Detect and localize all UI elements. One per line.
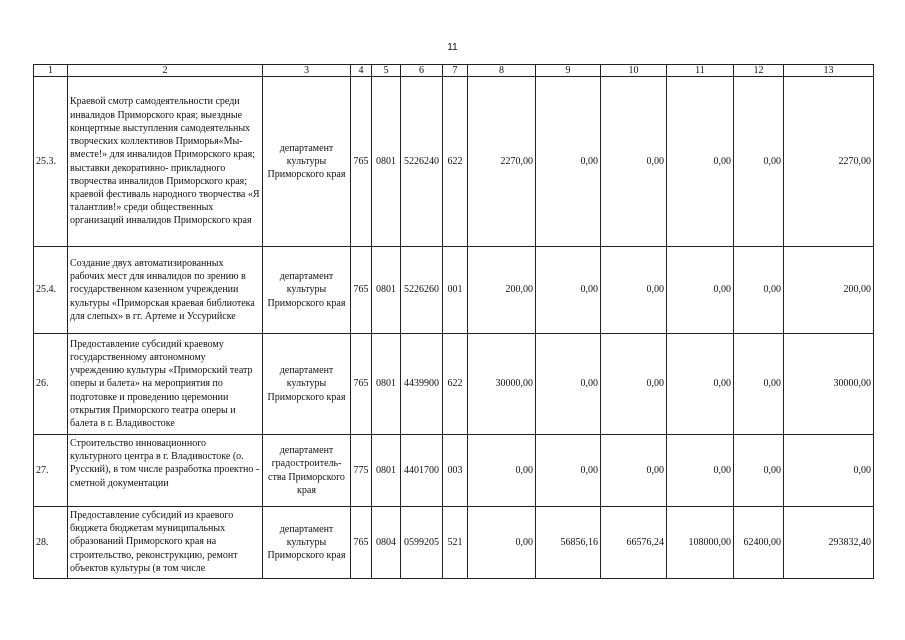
- table-row: [34, 507, 874, 579]
- header-cell: 8: [468, 65, 536, 77]
- cell-col5: 0801: [372, 334, 401, 435]
- row-description: Предоставление субсидий краевому государственному автономному учреждению культуры «Приморский театр оперы и балета» на мероприятия по подготовке и проведению церемонии открытия Приморского театра оперы и балета в г. Владивостоке: [68, 334, 263, 435]
- header-cell: 4: [351, 65, 372, 77]
- cell-col4: 765: [351, 77, 372, 247]
- cell-col7: 001: [443, 247, 468, 334]
- cell-col6: 4439900: [401, 334, 443, 435]
- header-cell: 11: [667, 65, 734, 77]
- header-cell: 2: [68, 65, 263, 77]
- cell-col8: 200,00: [468, 247, 536, 334]
- cell-col5: 0801: [372, 435, 401, 507]
- header-cell: 6: [401, 65, 443, 77]
- cell-col12: 0,00: [734, 435, 784, 507]
- row-number: 26.: [34, 334, 68, 435]
- cell-col13: 293832,40: [784, 507, 874, 579]
- cell-col10: 0,00: [601, 334, 667, 435]
- header-cell: 10: [601, 65, 667, 77]
- row-number: 27.: [34, 435, 68, 507]
- cell-col10: 0,00: [601, 77, 667, 247]
- cell-col5: 0804: [372, 507, 401, 579]
- cell-col12: 0,00: [734, 334, 784, 435]
- cell-col4: 765: [351, 334, 372, 435]
- header-cell: 9: [536, 65, 601, 77]
- row-description: Краевой смотр самодеятельности среди инвалидов Приморского края; выездные концертные выступления самодеятельных творческих коллективов Приморья«Мы- вместе!» для инвалидов Приморского края; выставки декоративно- прикладного творчества инвалидов Приморского края; краевой фестиваль народного творчества «Я талантлив!» среди общественных организаций инвалидов Приморского края: [68, 77, 263, 247]
- budget-table: [33, 64, 874, 579]
- header-cell: 7: [443, 65, 468, 77]
- row-number: 25.4.: [34, 247, 68, 334]
- cell-col11: 0,00: [667, 334, 734, 435]
- cell-col8: 2270,00: [468, 77, 536, 247]
- cell-col9: 56856,16: [536, 507, 601, 579]
- cell-col10: 0,00: [601, 247, 667, 334]
- header-row: [34, 65, 874, 77]
- cell-col7: 622: [443, 334, 468, 435]
- cell-col13: 2270,00: [784, 77, 874, 247]
- cell-col6: 5226240: [401, 77, 443, 247]
- cell-col13: 200,00: [784, 247, 874, 334]
- row-number: 28.: [34, 507, 68, 579]
- cell-col10: 0,00: [601, 435, 667, 507]
- table-row: [34, 435, 874, 507]
- row-description: Строительство инновационного культурного центра в г. Владивостоке (о. Русский), в том числе разработка проектно - сметной документации: [68, 435, 263, 507]
- header-cell: 13: [784, 65, 874, 77]
- cell-col12: 62400,00: [734, 507, 784, 579]
- cell-col11: 0,00: [667, 435, 734, 507]
- cell-col4: 765: [351, 507, 372, 579]
- header-cell: 12: [734, 65, 784, 77]
- row-number: 25.3.: [34, 77, 68, 247]
- row-description: Создание двух автоматизированных рабочих мест для инвалидов по зрению в государственном казенном учреждении культуры «Приморская краевая библиотека для слепых» в гг. Артеме и Уссурийске: [68, 247, 263, 334]
- row-executor: департамент культуры Приморского края: [263, 334, 351, 435]
- table-row: [34, 77, 874, 247]
- page-number: 11: [447, 42, 458, 53]
- cell-col12: 0,00: [734, 247, 784, 334]
- cell-col13: 30000,00: [784, 334, 874, 435]
- cell-col11: 0,00: [667, 77, 734, 247]
- table-row: [34, 334, 874, 435]
- header-cell: 1: [34, 65, 68, 77]
- cell-col10: 66576,24: [601, 507, 667, 579]
- cell-col11: 0,00: [667, 247, 734, 334]
- cell-col11: 108000,00: [667, 507, 734, 579]
- cell-col7: 622: [443, 77, 468, 247]
- row-executor: департамент культуры Приморского края: [263, 507, 351, 579]
- cell-col4: 765: [351, 247, 372, 334]
- cell-col7: 003: [443, 435, 468, 507]
- cell-col13: 0,00: [784, 435, 874, 507]
- row-description: Предоставление субсидий из краевого бюджета бюджетам муниципальных образований Приморского края на строительство, реконструкцию, ремонт объектов культуры (в том числе: [68, 507, 263, 579]
- cell-col5: 0801: [372, 247, 401, 334]
- cell-col4: 775: [351, 435, 372, 507]
- cell-col12: 0,00: [734, 77, 784, 247]
- cell-col6: 5226260: [401, 247, 443, 334]
- cell-col9: 0,00: [536, 247, 601, 334]
- cell-col8: 30000,00: [468, 334, 536, 435]
- cell-col8: 0,00: [468, 435, 536, 507]
- header-cell: 5: [372, 65, 401, 77]
- cell-col9: 0,00: [536, 435, 601, 507]
- cell-col5: 0801: [372, 77, 401, 247]
- row-executor: департамент культуры Приморского края: [263, 77, 351, 247]
- table-row: [34, 247, 874, 334]
- cell-col6: 0599205: [401, 507, 443, 579]
- row-executor: департамент культуры Приморского края: [263, 247, 351, 334]
- header-cell: 3: [263, 65, 351, 77]
- row-executor: департамент градостроитель-ства Приморского края: [263, 435, 351, 507]
- cell-col8: 0,00: [468, 507, 536, 579]
- cell-col9: 0,00: [536, 334, 601, 435]
- cell-col7: 521: [443, 507, 468, 579]
- cell-col6: 4401700: [401, 435, 443, 507]
- cell-col9: 0,00: [536, 77, 601, 247]
